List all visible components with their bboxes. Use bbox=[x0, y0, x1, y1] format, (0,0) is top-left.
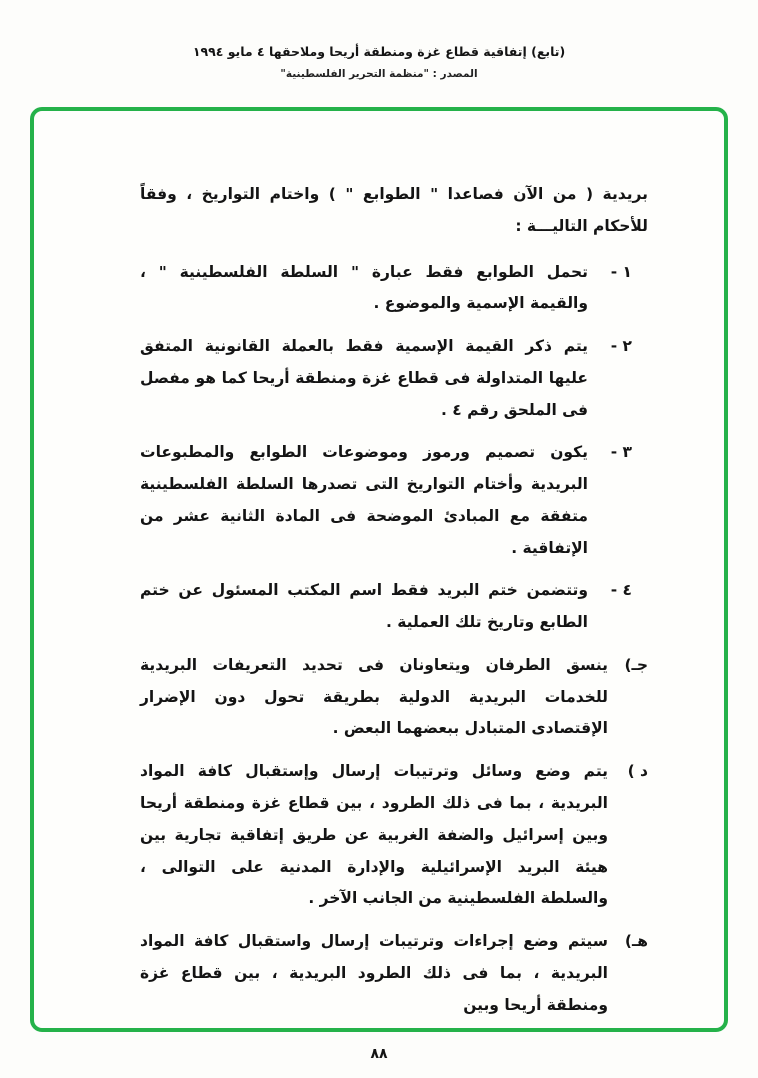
content-frame bbox=[30, 107, 728, 1032]
page-number: ٨٨ bbox=[370, 1046, 388, 1062]
clause-3 bbox=[140, 437, 632, 564]
clause-ha-text: سيتم وضع إجراءات وترتيبات إرسال واستقبال كافة المواد البريدية ، بما فى ذلك الطرود البريدية ، بين قطاع غزة ومنطقة أريحا وبين bbox=[140, 932, 608, 1014]
clause-4 bbox=[140, 575, 632, 639]
clause-3-marker: ٣ - bbox=[610, 443, 632, 462]
clause-dal bbox=[140, 756, 648, 915]
clause-ha-marker: هـ) bbox=[624, 932, 648, 951]
clause-4-marker: ٤ - bbox=[610, 581, 632, 600]
clause-2 bbox=[140, 331, 632, 426]
clause-jeem-marker: جـ) bbox=[624, 655, 648, 674]
header-source: المصدر : "منظمة التحرير الفلسطينية" bbox=[280, 68, 478, 80]
clause-2-text: يتم ذكر القيمة الإسمية فقط بالعملة القانونية المتفق عليها المتداولة فى قطاع غزة ومنطقة أريحا كما هو مفصل فى الملحق رقم ٤ . bbox=[140, 337, 588, 419]
clause-1-marker: ١ - bbox=[610, 262, 632, 281]
clause-ha bbox=[140, 926, 648, 1021]
paragraph-intro: بريدية ( من الآن فصاعدا " الطوابع " ) واختام التواريخ ، وفقاً للأحكام التاليـــة : bbox=[140, 185, 648, 235]
clause-3-text: يكون تصميم ورموز وموضوعات الطوابع والمطبوعات البريدية وأختام التواريخ التى تصدرها السلطة الفلسطينية متفقة مع المبادئ الموضحة فى المادة الثانية عشر من الإتفاقية . bbox=[140, 443, 588, 557]
clause-4-text: وتتضمن ختم البريد فقط اسم المكتب المسئول عن ختم الطابع وتاريخ تلك العملية . bbox=[140, 581, 588, 632]
clause-dal-text: يتم وضع وسائل وترتيبات إرسال وإستقبال كافة المواد البريدية ، بما فى ذلك الطرود ، بين قطاع غزة ومنطقة أريحا وبين إسرائيل والضفة الغربية عن طريق إتفاقية تجارية بين هيئة البريد الإسرائيلية والإدارة المدنية على التوالى ، والسلطة الفلسطينية من الجانب الآخر . bbox=[140, 762, 608, 908]
clause-jeem-text: ينسق الطرفان ويتعاونان فى تحديد التعريفات البريدية للخدمات البريدية الدولية بطريقة تحول دون الإضرار الإقتصادى المتبادل ببعضهما البعض . bbox=[140, 655, 608, 738]
clause-jeem bbox=[140, 650, 648, 745]
page-footer bbox=[0, 1046, 758, 1062]
clause-1 bbox=[140, 257, 632, 321]
page-header bbox=[0, 44, 758, 80]
clause-dal-marker: د ) bbox=[627, 762, 648, 781]
clause-2-marker: ٢ - bbox=[610, 337, 632, 356]
header-title: (تابع) إتفاقية قطاع غزة ومنطقة أريحا وملاحقها ٤ مايو ١٩٩٤ bbox=[192, 44, 566, 59]
clause-1-text: تحمل الطوابع فقط عبارة " السلطة الفلسطينية " ، والقيمة الإسمية والموضوع . bbox=[140, 262, 588, 313]
document-body bbox=[34, 111, 724, 1021]
